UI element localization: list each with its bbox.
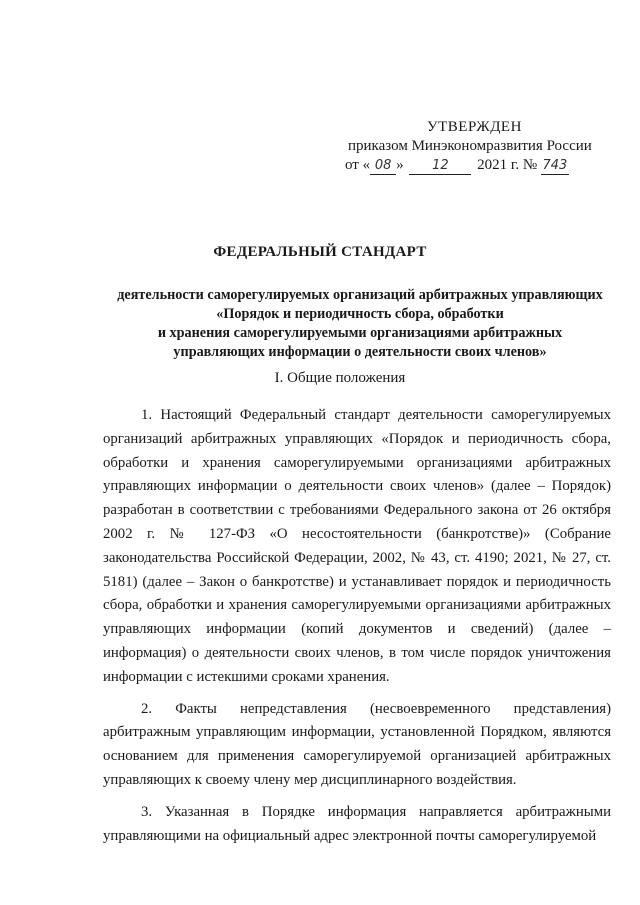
approval-stamp — [330, 118, 610, 175]
approval-date-line — [345, 156, 610, 175]
subtitle-line: и хранения саморегулируемыми организациями арбитражных — [157, 325, 563, 341]
handwritten-order-number: 743 — [542, 158, 568, 173]
subtitle-line: «Порядок и периодичность сбора, обработки — [216, 306, 504, 322]
section-heading: I. Общие положения — [274, 370, 406, 386]
date-mid: » — [396, 157, 404, 173]
handwritten-day: 08 — [370, 158, 396, 175]
date-prefix: от « — [345, 157, 371, 173]
document-title: ФЕДЕРАЛЬНЫЙ СТАНДАРТ — [213, 244, 427, 260]
paragraph-2: 2. Факты непредставления (несвоевременного представления) арбитражным управляющим информации, установленной Порядком, являются основанием для применения саморегулируемой организацией арбитражных управляющих к своему члену мер дисциплинарного воздействия. — [103, 700, 611, 788]
paragraph-1: 1. Настоящий Федеральный стандарт деятельности саморегулируемых организаций арбитражных управляющих «Порядок и периодичность сбора, обработки и хранения саморегулируемыми организациями арбитражных управляющих информации о деятельности своих членов» (далее – Порядок) разработан в соответствии с требованиями Федерального закона от 26 октября 2002 г. № 127-ФЗ «О несостоятельности (банкротстве)» (Собрание законодательства Российской Федерации, 2002, № 43, ст. 4190; 2021, № 27, ст. 5181) (далее – Закон о банкротстве) и устанавливает порядок и периодичность сбора, обработки и хранения саморегулируемыми организациями арбитражных управляющих информации (копий документов и сведений) (далее – информация) о деятельности своих членов, в том числе порядок уничтожения информации с истекшими сроками хранения. — [103, 407, 611, 685]
handwritten-month: 12 — [409, 158, 471, 175]
document-body — [103, 404, 611, 856]
approval-title: УТВЕРЖДЕН — [427, 119, 522, 135]
year-text: 2021 г. № — [477, 157, 538, 173]
subtitle-line: управляющих информации о деятельности своих членов» — [173, 344, 547, 360]
paragraph-3: 3. Указанная в Порядке информация направляется арбитражными управляющими на официальный адрес электронной почты саморегулируемой — [103, 803, 611, 844]
subtitle-line: деятельности саморегулируемых организаций арбитражных управляющих — [117, 287, 603, 303]
approval-order-line: приказом Минэкономразвития России — [348, 138, 592, 154]
document-subtitle — [90, 286, 630, 362]
